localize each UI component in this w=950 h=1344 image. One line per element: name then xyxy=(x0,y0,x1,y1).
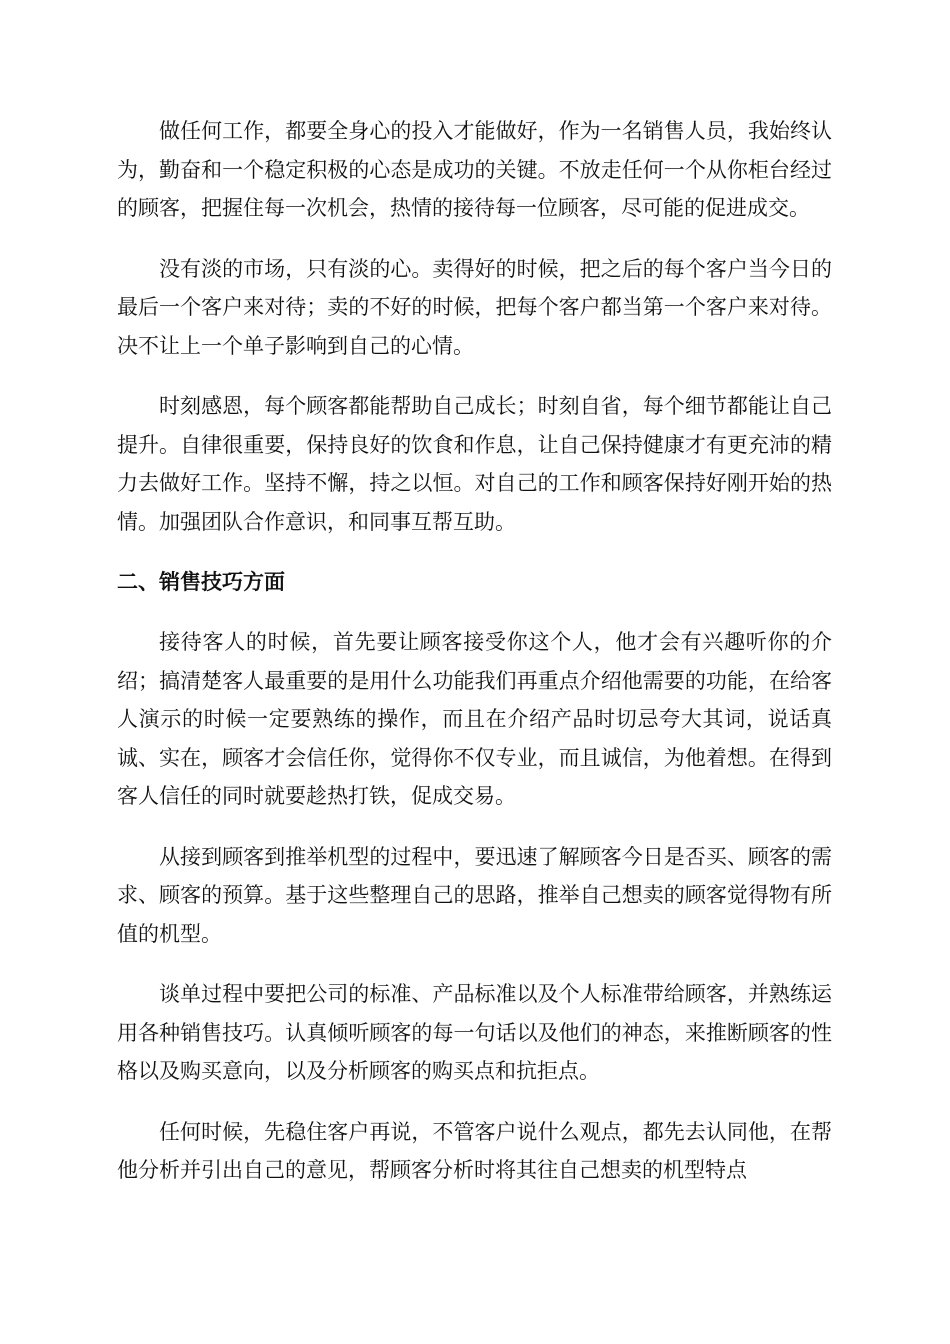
paragraph-stabilize-customer: 任何时候，先稳住客户再说，不管客户说什么观点，都先去认同他，在帮他分析并引出自己的意见，帮顾客分析时将其往自己想卖的机型特点 xyxy=(117,1119,832,1182)
paragraph-negotiation: 谈单过程中要把公司的标准、产品标准以及个人标准带给顾客，并熟练运用各种销售技巧。认真倾听顾客的每一句话以及他们的神态，来推断顾客的性格以及购买意向，以及分析顾客的购买点和抗拒点。 xyxy=(117,982,832,1083)
section-heading-sales-skills: 二、销售技巧方面 xyxy=(117,570,285,594)
document-page xyxy=(117,112,832,1212)
paragraph-work-attitude: 做任何工作，都要全身心的投入才能做好，作为一名销售人员，我始终认为，勤奋和一个稳定积极的心态是成功的关键。不放走任何一个从你柜台经过的顾客，把握住每一次机会，热情的接待每一位顾客，尽可能的促进成交。 xyxy=(117,119,832,220)
paragraph-recommend-model: 从接到顾客到推举机型的过程中，要迅速了解顾客今日是否买、顾客的需求、顾客的预算。基于这些整理自己的思路，推举自己想卖的顾客觉得物有所值的机型。 xyxy=(117,844,832,946)
paragraph-gratitude-reflection: 时刻感恩，每个顾客都能帮助自己成长；时刻自省，每个细节都能让自己提升。自律很重要，保持良好的饮食和作息，让自己保持健康才有更充沛的精力去做好工作。坚持不懈，持之以恒。对自己的工作和顾客保持好刚开始的热情。加强团队合作意识，和同事互帮互助。 xyxy=(117,394,832,534)
paragraph-market-mindset: 没有淡的市场，只有淡的心。卖得好的时候，把之后的每个客户当今日的最后一个客户来对待；卖的不好的时候，把每个客户都当第一个客户来对待。决不让上一个单子影响到自己的心情。 xyxy=(117,256,832,358)
paragraph-receiving-guests: 接待客人的时候，首先要让顾客接受你这个人，他才会有兴趣听你的介绍；搞清楚客人最重要的是用什么功能我们再重点介绍他需要的功能，在给客人演示的时候一定要熟练的操作，而且在介绍产品时切忌夸大其词，说话真诚、实在，顾客才会信任你，觉得你不仅专业，而且诚信，为他着想。在得到客人信任的同时就要趁热打铁，促成交易。 xyxy=(117,630,832,808)
